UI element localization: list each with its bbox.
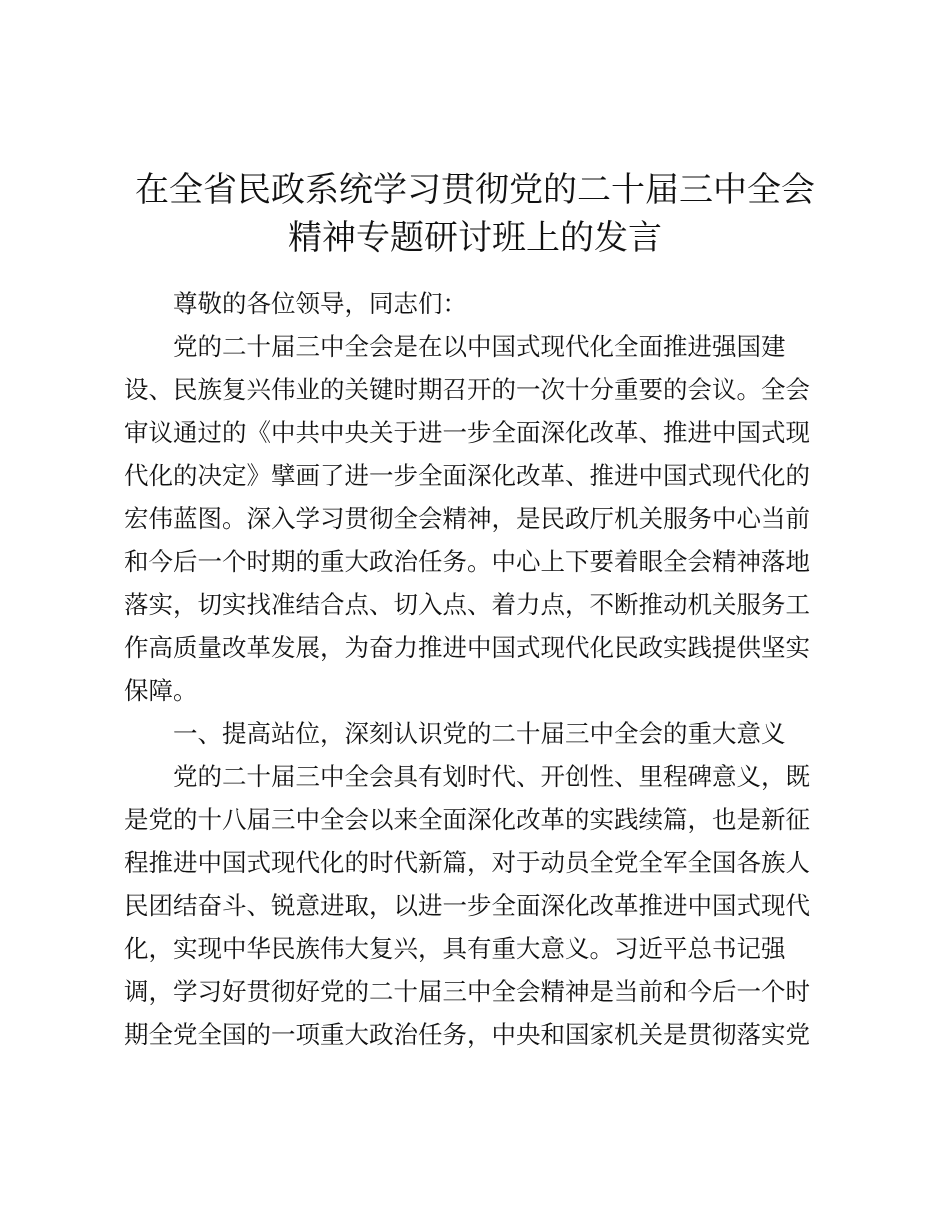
paragraph-line: 期全党全国的一项重大政治任务，中央和国家机关是贯彻落实党 — [124, 1020, 810, 1049]
paragraph-line: 作高质量改革发展，为奋力推进中国式现代化民政实践提供坚实 — [124, 633, 810, 662]
paragraph-line: 党的二十届三中全会具有划时代、开创性、里程碑意义，既 — [173, 762, 810, 791]
paragraph-line: 民团结奋斗、锐意进取，以进一步全面深化改革推进中国式现代 — [124, 891, 810, 920]
paragraph-line: 保障。 — [124, 676, 198, 705]
paragraph-line: 党的二十届三中全会是在以中国式现代化全面推进强国建 — [173, 332, 786, 361]
paragraph-line: 程推进中国式现代化的时代新篇，对于动员全党全军全国各族人 — [124, 848, 810, 877]
salutation: 尊敬的各位领导，同志们： — [173, 289, 467, 318]
paragraph-line: 化，实现中华民族伟大复兴，具有重大意义。习近平总书记强 — [124, 934, 786, 963]
section-heading: 一、提高站位，深刻认识党的二十届三中全会的重大意义 — [173, 719, 786, 748]
paragraph-line: 是党的十八届三中全会以来全面深化改革的实践续篇，也是新征 — [124, 805, 810, 834]
document-body — [124, 282, 824, 1056]
paragraph-line: 落实，切实找准结合点、切入点、着力点，不断推动机关服务工 — [124, 590, 810, 619]
document-title — [100, 166, 850, 262]
paragraph-line: 调，学习好贯彻好党的二十届三中全会精神是当前和今后一个时 — [124, 977, 810, 1006]
title-line: 在全省民政系统学习贯彻党的二十届三中全会 — [135, 170, 815, 210]
paragraph-line: 宏伟蓝图。深入学习贯彻全会精神，是民政厅机关服务中心当前 — [124, 504, 810, 533]
title-line: 精神专题研讨班上的发言 — [288, 218, 662, 258]
paragraph-line: 设、民族复兴伟业的关键时期召开的一次十分重要的会议。全会 — [124, 375, 810, 404]
paragraph-line: 审议通过的《中共中央关于进一步全面深化改革、推进中国式现 — [124, 418, 810, 447]
paragraph-line: 代化的决定》擘画了进一步全面深化改革、推进中国式现代化的 — [124, 461, 810, 490]
paragraph-line: 和今后一个时期的重大政治任务。中心上下要着眼全会精神落地 — [124, 547, 810, 576]
